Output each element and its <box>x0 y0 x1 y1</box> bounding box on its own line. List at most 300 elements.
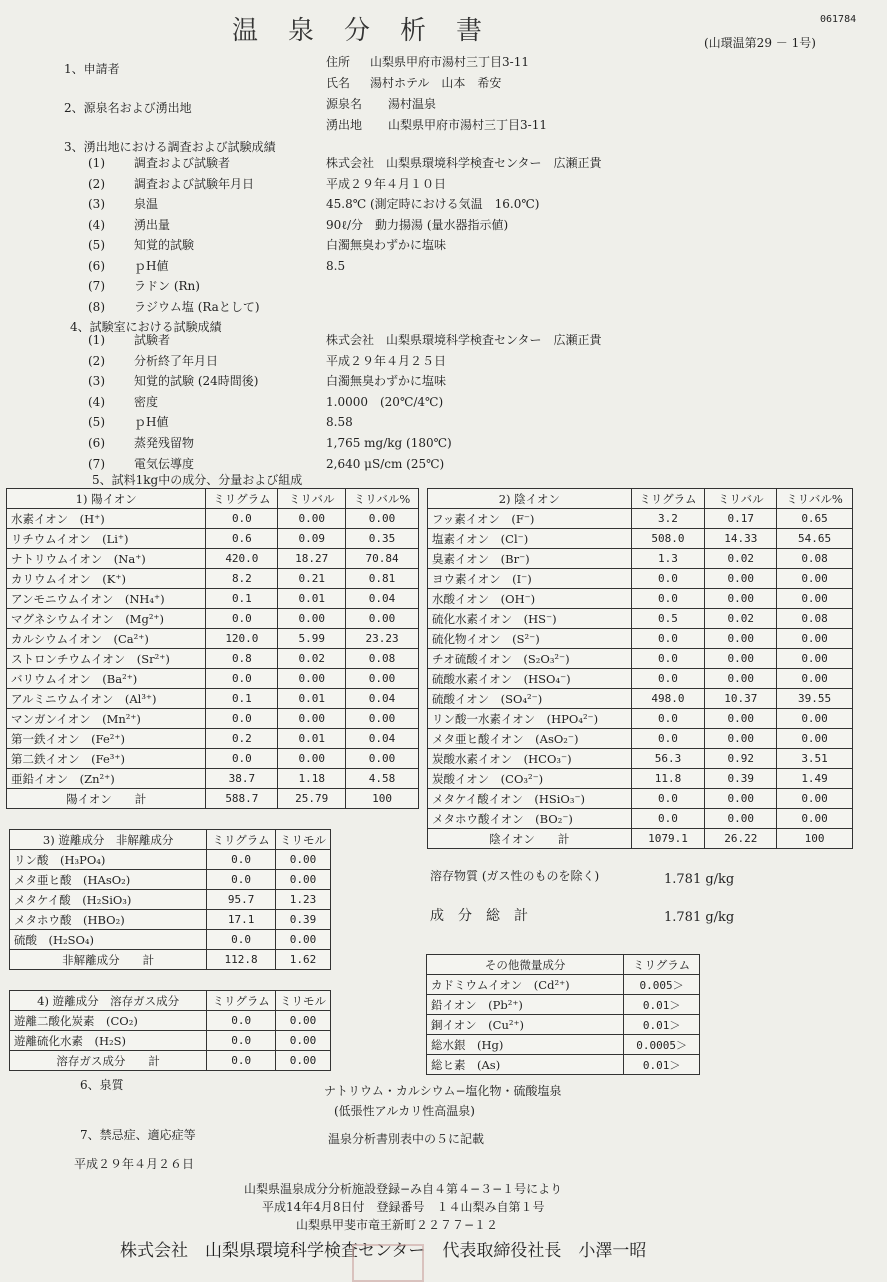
item-value: 8.58 <box>326 415 353 430</box>
trace-table <box>426 954 700 1075</box>
table-row <box>428 509 853 529</box>
value-cell: 0.00 <box>777 629 853 649</box>
table-row <box>428 549 853 569</box>
value-cell: 0.02 <box>705 609 777 629</box>
value-cell: 0.00 <box>275 870 330 890</box>
value-cell: 0.39 <box>705 769 777 789</box>
table-row <box>7 709 419 729</box>
name-label: 氏名 <box>326 76 351 90</box>
total-value: 112.8 <box>207 950 276 970</box>
quality-heading: 6、泉質 <box>80 1078 124 1092</box>
value-cell: 0.0005＞ <box>624 1035 700 1055</box>
item-number: (7) <box>88 279 105 293</box>
value-cell: 56.3 <box>631 749 705 769</box>
component-name: アンモニウムイオン (NH₄⁺) <box>7 589 206 609</box>
address-value: 山梨県甲府市湯村三丁目3-11 <box>370 55 529 69</box>
dissolved-value: 1.781 g/kg <box>664 872 735 887</box>
value-cell: 0.00 <box>705 649 777 669</box>
value-cell: 38.7 <box>206 769 278 789</box>
table-row <box>7 609 419 629</box>
table-row <box>7 689 419 709</box>
value-cell: 0.0 <box>206 509 278 529</box>
value-cell: 0.00 <box>275 1031 330 1051</box>
table-row <box>7 669 419 689</box>
component-name: 硫酸イオン (SO₄²⁻) <box>428 689 632 709</box>
component-name: 塩素イオン (Cl⁻) <box>428 529 632 549</box>
item-value: 45.8℃ (測定時における気温 16.0℃) <box>326 197 540 211</box>
table-row <box>427 1055 700 1075</box>
value-cell: 0.04 <box>346 689 419 709</box>
component-name: メタ亜ヒ酸イオン (AsO₂⁻) <box>428 729 632 749</box>
value-cell: 0.01＞ <box>624 995 700 1015</box>
table-row <box>427 995 700 1015</box>
value-cell: 0.08 <box>346 649 419 669</box>
cation_table-header-row <box>7 489 419 509</box>
value-cell: 0.00 <box>777 709 853 729</box>
value-cell: 0.0 <box>631 809 705 829</box>
total-row <box>7 789 419 809</box>
component-name: ヨウ素イオン (I⁻) <box>428 569 632 589</box>
column-header: ミリグラム <box>207 830 276 850</box>
component-name: カリウムイオン (K⁺) <box>7 569 206 589</box>
component-name: チオ硫酸イオン (S₂O₃²⁻) <box>428 649 632 669</box>
value-cell: 0.1 <box>206 689 278 709</box>
value-cell: 0.00 <box>278 509 346 529</box>
value-cell: 0.00 <box>346 709 419 729</box>
value-cell: 0.01 <box>278 589 346 609</box>
table-row <box>10 870 331 890</box>
component-name: 総水銀 (Hg) <box>427 1035 624 1055</box>
table-row <box>428 769 853 789</box>
item-label: ラジウム塩 (Raとして) <box>134 299 260 314</box>
nondiss_table-header-row <box>10 830 331 850</box>
item-number: (8) <box>88 299 105 314</box>
value-cell: 11.8 <box>631 769 705 789</box>
table-row <box>7 509 419 529</box>
table-row <box>7 649 419 669</box>
table-row <box>7 749 419 769</box>
value-cell: 0.00 <box>705 669 777 689</box>
component-name: メタケイ酸 (H₂SiO₃) <box>10 890 207 910</box>
value-cell: 0.39 <box>275 910 330 930</box>
value-cell: 0.65 <box>777 509 853 529</box>
gas-table <box>9 990 331 1071</box>
total-label: 非解離成分 計 <box>10 950 207 970</box>
total-value: 100 <box>346 789 419 809</box>
value-cell: 5.99 <box>278 629 346 649</box>
value-cell: 0.08 <box>777 549 853 569</box>
component-name: マグネシウムイオン (Mg²⁺) <box>7 609 206 629</box>
total-label: 陰イオン 計 <box>428 829 632 849</box>
source-place-value: 山梨県甲府市湯村三丁目3-11 <box>388 118 547 132</box>
component-name: メタ亜ヒ酸 (HAsO₂) <box>10 870 207 890</box>
value-cell: 0.00 <box>705 629 777 649</box>
section3-item <box>0 276 887 296</box>
value-cell: 0.00 <box>705 709 777 729</box>
section4-item <box>0 412 887 432</box>
item-label: 分析終了年月日 <box>134 353 219 368</box>
section3-item <box>0 256 887 276</box>
anion-table <box>427 488 853 849</box>
value-cell: 3.2 <box>631 509 705 529</box>
section4-item <box>0 371 887 391</box>
component-name: ナトリウムイオン (Na⁺) <box>7 549 206 569</box>
value-cell: 0.8 <box>206 649 278 669</box>
value-cell: 0.0 <box>631 789 705 809</box>
value-cell: 0.00 <box>278 709 346 729</box>
value-cell: 0.35 <box>346 529 419 549</box>
item-label: 電気伝導度 <box>134 456 195 471</box>
component-name: 銅イオン (Cu²⁺) <box>427 1015 624 1035</box>
footer-line2: 平成14年4月8日付 登録番号 １４山梨み自第１号 <box>262 1200 545 1214</box>
value-cell: 0.00 <box>275 850 330 870</box>
total-label: 成 分 総 計 <box>430 908 528 924</box>
source-heading: 2、源泉名および湧出地 <box>64 101 192 115</box>
value-cell: 0.04 <box>346 589 419 609</box>
column-header: ミリグラム <box>206 489 278 509</box>
section3-item <box>0 215 887 235</box>
item-value: 2,640 μS/cm (25℃) <box>326 456 445 471</box>
total-row <box>428 829 853 849</box>
quality-line2: (低張性アルカリ性高温泉) <box>334 1104 475 1118</box>
value-cell: 0.0 <box>631 589 705 609</box>
table-row <box>7 529 419 549</box>
column-header: 4) 遊離成分 溶存ガス成分 <box>10 991 207 1011</box>
value-cell: 0.00 <box>275 1011 330 1031</box>
quality-line1: ナトリウム・カルシウム−塩化物・硫酸塩泉 <box>324 1084 562 1098</box>
item-number: (6) <box>88 436 105 450</box>
value-cell: 0.0 <box>631 649 705 669</box>
value-cell: 0.01 <box>278 729 346 749</box>
total-label: 陽イオン 計 <box>7 789 206 809</box>
value-cell: 95.7 <box>207 890 276 910</box>
value-cell: 0.1 <box>206 589 278 609</box>
total-row <box>10 1051 331 1071</box>
section5-heading: 5、試料1kg中の成分、分量および組成 <box>92 473 303 487</box>
component-name: カドミウムイオン (Cd²⁺) <box>427 975 624 995</box>
section4-heading: 4、試験室における試験成績 <box>70 320 222 334</box>
item-label: 密度 <box>134 394 159 409</box>
item-label: ラドン (Rn) <box>134 279 200 293</box>
document-number: (山環温第29 － 1号) <box>704 36 816 50</box>
total-value: 588.7 <box>206 789 278 809</box>
component-name: 臭素イオン (Br⁻) <box>428 549 632 569</box>
total-value: 0.0 <box>207 1051 276 1071</box>
item-number: (3) <box>88 374 105 389</box>
value-cell: 0.0 <box>631 629 705 649</box>
value-cell: 1.23 <box>275 890 330 910</box>
table-row <box>428 709 853 729</box>
item-number: (3) <box>88 197 105 211</box>
section3-item <box>0 153 887 173</box>
value-cell: 0.00 <box>278 669 346 689</box>
value-cell: 0.0 <box>631 729 705 749</box>
table-row <box>428 569 853 589</box>
column-header: ミリバル% <box>777 489 853 509</box>
component-name: 亜鉛イオン (Zn²⁺) <box>7 769 206 789</box>
value-cell: 0.00 <box>777 789 853 809</box>
value-cell: 0.00 <box>346 509 419 529</box>
value-cell: 0.0 <box>207 1011 276 1031</box>
component-name: フッ素イオン (F⁻) <box>428 509 632 529</box>
item-number: (2) <box>88 176 105 191</box>
value-cell: 0.92 <box>705 749 777 769</box>
applicant-heading: 1、申請者 <box>64 62 120 76</box>
value-cell: 0.00 <box>346 749 419 769</box>
value-cell: 0.00 <box>777 809 853 829</box>
column-header: ミリグラム <box>207 991 276 1011</box>
item-value: 白濁無臭わずかに塩味 <box>326 238 447 252</box>
value-cell: 120.0 <box>206 629 278 649</box>
table-row <box>428 589 853 609</box>
item-value: 平成２９年４月２５日 <box>326 353 447 368</box>
column-header: 1) 陽イオン <box>7 489 206 509</box>
table-row <box>10 910 331 930</box>
total-value: 26.22 <box>705 829 777 849</box>
value-cell: 39.55 <box>777 689 853 709</box>
value-cell: 0.01 <box>278 689 346 709</box>
item-number: (4) <box>88 394 105 409</box>
column-header: その他微量成分 <box>427 955 624 975</box>
value-cell: 508.0 <box>631 529 705 549</box>
item-label: 試験者 <box>134 333 171 347</box>
value-cell: 0.5 <box>631 609 705 629</box>
value-cell: 0.0 <box>206 669 278 689</box>
value-cell: 0.00 <box>777 649 853 669</box>
table-row <box>428 529 853 549</box>
item-number: (6) <box>88 258 105 273</box>
item-value: 平成２９年４月１０日 <box>326 176 447 191</box>
value-cell: 0.01＞ <box>624 1055 700 1075</box>
value-cell: 0.00 <box>777 589 853 609</box>
value-cell: 0.0 <box>206 609 278 629</box>
source-name-label: 源泉名 <box>326 97 363 111</box>
section3-item <box>0 174 887 194</box>
component-name: 遊離二酸化炭素 (CO₂) <box>10 1011 207 1031</box>
column-header: ミリバル% <box>346 489 419 509</box>
item-value: 1.0000 (20℃/4℃) <box>326 394 444 409</box>
table-row <box>428 809 853 829</box>
value-cell: 8.2 <box>206 569 278 589</box>
component-name: メタケイ酸イオン (HSiO₃⁻) <box>428 789 632 809</box>
total-value: 1.781 g/kg <box>664 910 735 925</box>
column-header: ミリバル <box>705 489 777 509</box>
section4-item <box>0 351 887 371</box>
value-cell: 0.00 <box>777 729 853 749</box>
value-cell: 0.0 <box>207 850 276 870</box>
item-label: 調査および試験年月日 <box>134 176 255 191</box>
dissolved-label: 溶存物質 (ガス性のものを除く) <box>430 869 600 883</box>
seal-stamp <box>352 1244 424 1282</box>
total-value: 1.62 <box>275 950 330 970</box>
item-number: (1) <box>88 156 105 170</box>
value-cell: 0.00 <box>777 669 853 689</box>
value-cell: 0.08 <box>777 609 853 629</box>
source-place-label: 湧出地 <box>326 118 363 132</box>
gas_table-header-row <box>10 991 331 1011</box>
footer-line1: 山梨県温泉成分分析施設登録−み自４第４−３−１号により <box>244 1182 563 1196</box>
item-label: 知覚的試験 (24時間後) <box>134 374 259 389</box>
item-number: (7) <box>88 456 105 471</box>
value-cell: 0.02 <box>705 549 777 569</box>
value-cell: 0.09 <box>278 529 346 549</box>
total-value: 0.00 <box>275 1051 330 1071</box>
item-value: 8.5 <box>326 258 346 273</box>
serial-number: 061784 <box>820 14 857 25</box>
value-cell: 0.00 <box>278 749 346 769</box>
component-name: 第一鉄イオン (Fe²⁺) <box>7 729 206 749</box>
component-name: メタホウ酸 (HBO₂) <box>10 910 207 930</box>
component-name: リチウムイオン (Li⁺) <box>7 529 206 549</box>
value-cell: 0.00 <box>705 789 777 809</box>
value-cell: 0.17 <box>705 509 777 529</box>
total-row <box>10 950 331 970</box>
value-cell: 0.04 <box>346 729 419 749</box>
value-cell: 1.18 <box>278 769 346 789</box>
table-row <box>10 930 331 950</box>
component-name: リン酸一水素イオン (HPO₄²⁻) <box>428 709 632 729</box>
table-row <box>428 729 853 749</box>
value-cell: 0.0 <box>206 709 278 729</box>
value-cell: 17.1 <box>207 910 276 930</box>
value-cell: 0.0 <box>207 930 276 950</box>
section3-heading: 3、湧出地における調査および試験成績 <box>64 140 276 154</box>
cation-table <box>6 488 419 809</box>
item-number: (1) <box>88 333 105 347</box>
column-header: ミリバル <box>278 489 346 509</box>
table-row <box>427 1035 700 1055</box>
item-value: 株式会社 山梨県環境科学検査センター 広瀬正貴 <box>326 156 602 170</box>
section4-item <box>0 392 887 412</box>
component-name: 硫酸水素イオン (HSO₄⁻) <box>428 669 632 689</box>
value-cell: 0.00 <box>705 569 777 589</box>
value-cell: 10.37 <box>705 689 777 709</box>
table-row <box>7 729 419 749</box>
value-cell: 1.49 <box>777 769 853 789</box>
item-value: 1,765 mg/kg (180℃) <box>326 436 452 450</box>
component-name: 総ヒ素 (As) <box>427 1055 624 1075</box>
value-cell: 0.00 <box>278 609 346 629</box>
issue-date: 平成２９年４月２６日 <box>74 1157 195 1171</box>
item-label: ｐH値 <box>134 258 169 273</box>
indications-value: 温泉分析書別表中の５に記載 <box>328 1132 485 1146</box>
component-name: 遊離硫化水素 (H₂S) <box>10 1031 207 1051</box>
component-name: アルミニウムイオン (Al³⁺) <box>7 689 206 709</box>
address-label: 住所 <box>326 55 351 69</box>
value-cell: 0.00 <box>705 809 777 829</box>
name-value: 湯村ホテル 山本 希安 <box>370 76 502 90</box>
column-header: ミリグラム <box>631 489 705 509</box>
component-name: 鉛イオン (Pb²⁺) <box>427 995 624 1015</box>
table-row <box>428 629 853 649</box>
value-cell: 23.23 <box>346 629 419 649</box>
component-name: マンガンイオン (Mn²⁺) <box>7 709 206 729</box>
footer-line3: 山梨県甲斐市竜王新町２２７７−１２ <box>296 1218 499 1232</box>
value-cell: 0.21 <box>278 569 346 589</box>
component-name: 硫酸 (H₂SO₄) <box>10 930 207 950</box>
item-label: 知覚的試験 <box>134 238 195 252</box>
item-label: 調査および試験者 <box>134 156 231 170</box>
component-name: ストロンチウムイオン (Sr²⁺) <box>7 649 206 669</box>
total-value: 100 <box>777 829 853 849</box>
column-header: ミリグラム <box>624 955 700 975</box>
component-name: 水酸イオン (OH⁻) <box>428 589 632 609</box>
column-header: ミリモル <box>275 991 330 1011</box>
table-row <box>10 890 331 910</box>
table-row <box>427 1015 700 1035</box>
item-label: 蒸発残留物 <box>134 436 195 450</box>
section4-item <box>0 433 887 453</box>
table-row <box>428 609 853 629</box>
section3-item <box>0 194 887 214</box>
table-row <box>10 1031 331 1051</box>
value-cell: 420.0 <box>206 549 278 569</box>
value-cell: 0.0 <box>206 749 278 769</box>
value-cell: 0.00 <box>705 729 777 749</box>
column-header: 2) 陰イオン <box>428 489 632 509</box>
table-row <box>7 569 419 589</box>
value-cell: 0.00 <box>275 930 330 950</box>
value-cell: 0.81 <box>346 569 419 589</box>
table-row <box>428 649 853 669</box>
total-label: 溶存ガス成分 計 <box>10 1051 207 1071</box>
value-cell: 0.005＞ <box>624 975 700 995</box>
value-cell: 1.3 <box>631 549 705 569</box>
item-value: 90ℓ/分 動力揚湯 (量水器指示値) <box>326 217 509 232</box>
item-value: 白濁無臭わずかに塩味 <box>326 374 447 389</box>
table-row <box>428 749 853 769</box>
component-name: 硫化物イオン (S²⁻) <box>428 629 632 649</box>
component-name: メタホウ酸イオン (BO₂⁻) <box>428 809 632 829</box>
item-label: 湧出量 <box>134 217 171 232</box>
table-row <box>7 589 419 609</box>
value-cell: 0.00 <box>346 669 419 689</box>
value-cell: 0.02 <box>278 649 346 669</box>
value-cell: 0.0 <box>631 709 705 729</box>
section4-item <box>0 330 887 350</box>
value-cell: 0.00 <box>777 569 853 589</box>
table-row <box>7 549 419 569</box>
section3-item <box>0 235 887 255</box>
component-name: カルシウムイオン (Ca²⁺) <box>7 629 206 649</box>
value-cell: 14.33 <box>705 529 777 549</box>
table-row <box>7 769 419 789</box>
table-row <box>7 629 419 649</box>
column-header: 3) 遊離成分 非解離成分 <box>10 830 207 850</box>
footer-company: 株式会社 山梨県環境科学検査センター 代表取締役社長 小澤一昭 <box>120 1241 647 1261</box>
value-cell: 498.0 <box>631 689 705 709</box>
value-cell: 18.27 <box>278 549 346 569</box>
item-label: ｐH値 <box>134 415 169 430</box>
anion_table-header-row <box>428 489 853 509</box>
total-value: 25.79 <box>278 789 346 809</box>
value-cell: 70.84 <box>346 549 419 569</box>
item-number: (4) <box>88 217 105 232</box>
component-name: 第二鉄イオン (Fe³⁺) <box>7 749 206 769</box>
item-number: (2) <box>88 353 105 368</box>
component-name: 炭酸水素イオン (HCO₃⁻) <box>428 749 632 769</box>
column-header: ミリモル <box>275 830 330 850</box>
component-name: リン酸 (H₃PO₄) <box>10 850 207 870</box>
source-name-value: 湯村温泉 <box>388 97 437 111</box>
indications-heading: 7、禁忌症、適応症等 <box>80 1128 196 1142</box>
component-name: バリウムイオン (Ba²⁺) <box>7 669 206 689</box>
component-name: 炭酸イオン (CO₃²⁻) <box>428 769 632 789</box>
item-number: (5) <box>88 415 105 430</box>
value-cell: 54.65 <box>777 529 853 549</box>
table-row <box>10 1011 331 1031</box>
section3-item <box>0 297 887 317</box>
